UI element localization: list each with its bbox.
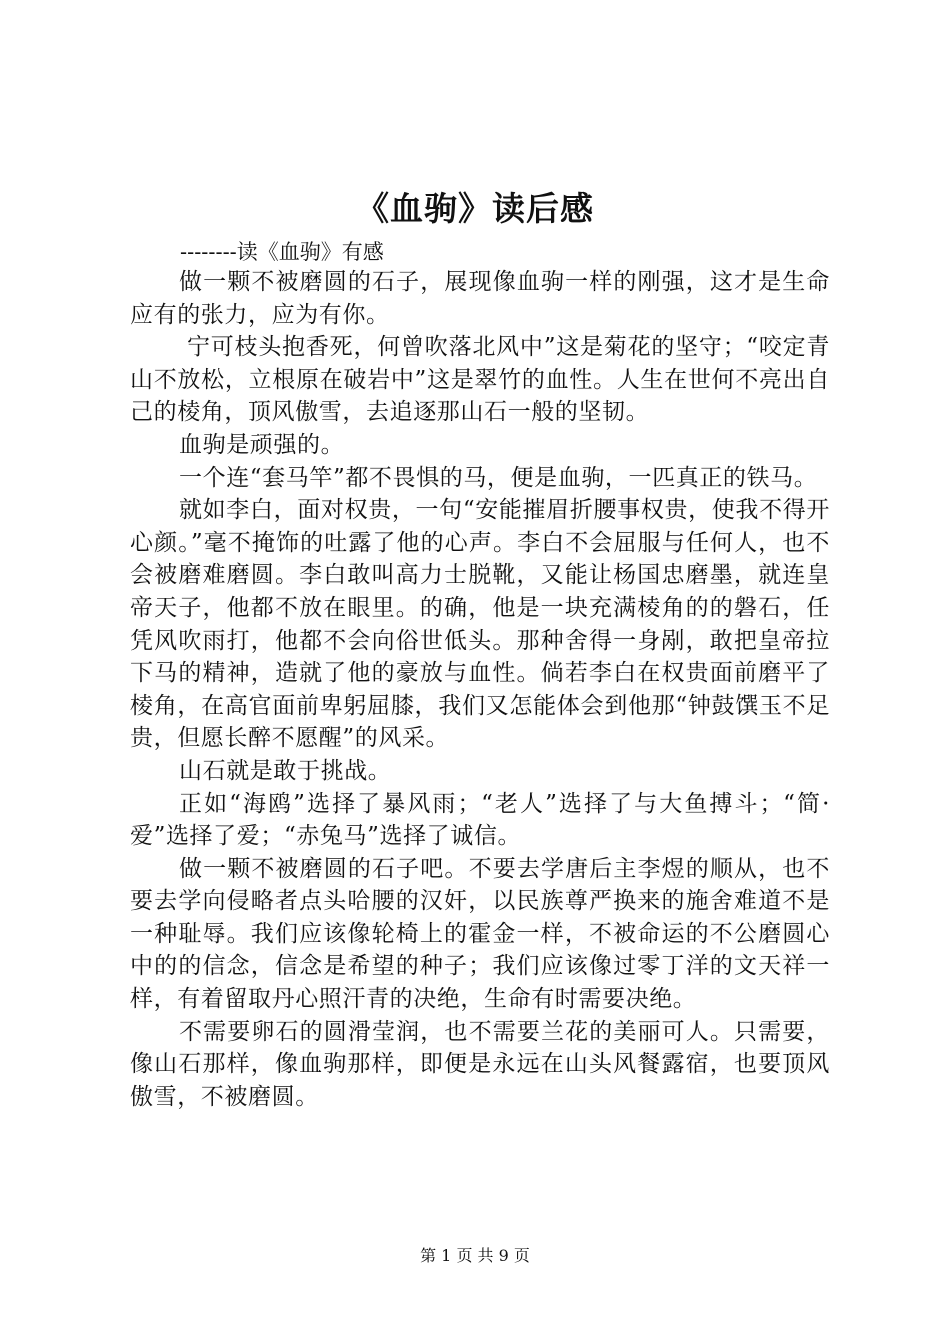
paragraph: 一个连“套马竿”都不畏惧的马，便是血驹，一匹真正的铁马。 <box>179 464 818 491</box>
paragraph: 做一颗不被磨圆的石子，展现像血驹一样的刚强，这才是生命应有的张力，应为有你。 <box>130 269 830 328</box>
paragraph: 血驹是顽强的。 <box>179 431 345 458</box>
paragraph: 宁可枝头抱香死，何曾吹落北风中”这是菊花的坚守；“咬定青山不放松，立根原在破岩中”这是翠竹的血性。人生在世何不亮出自己的棱角，顶风傲雪，去追逐那山石一般的坚韧。 <box>130 334 830 426</box>
document-subtitle: --------读《血驹》有感 <box>180 240 384 264</box>
paragraph: 就如李白，面对权贵，一句“安能摧眉折腰事权贵，使我不得开心颜。”毫不掩饰的吐露了他的心声。李白不会屈服与任何人，也不会被磨难磨圆。李白敢叫高力士脱靴，又能让杨国忠磨墨，就连皇帝天子，他都不放在眼里。的确，他是一块充满棱角的的磐石，任凭风吹雨打，他都不会向俗世低头。那种舍得一身剐，敢把皇帝拉下马的精神，造就了他的豪放与血性。倘若李白在权贵面前磨平了棱角，在高官面前卑躬屈膝，我们又怎能体会到他那“钟鼓馔玉不足贵，但愿长醉不愿醒”的风采。 <box>130 497 830 752</box>
document-body <box>130 266 830 1113</box>
paragraph: 山石就是敢于挑战。 <box>179 757 392 784</box>
document-title: 《血驹》读后感 <box>356 189 594 228</box>
paragraph: 不需要卵石的圆滑莹润，也不需要兰花的美丽可人。只需要，像山石那样，像血驹那样，即便是永远在山头风餐露宿，也要顶风傲雪，不被磨圆。 <box>130 1018 830 1110</box>
paragraph: 正如“海鸥”选择了暴风雨；“老人”选择了与大鱼搏斗；“简·爱”选择了爱；“赤兔马”选择了诚信。 <box>130 790 830 850</box>
paragraph: 做一颗不被磨圆的石子吧。不要去学唐后主李煜的顺从，也不要去学向侵略者点头哈腰的汉奸，以民族尊严换来的施舍难道不是一种耻辱。我们应该像轮椅上的霍金一样，不被命运的不公磨圆心中的的信念，信念是希望的种子；我们应该像过零丁洋的文天祥一样，有着留取丹心照汗青的决绝，生命有时需要决绝。 <box>130 855 830 1013</box>
page-number-footer: 第 1 页 共 9 页 <box>420 1246 530 1265</box>
